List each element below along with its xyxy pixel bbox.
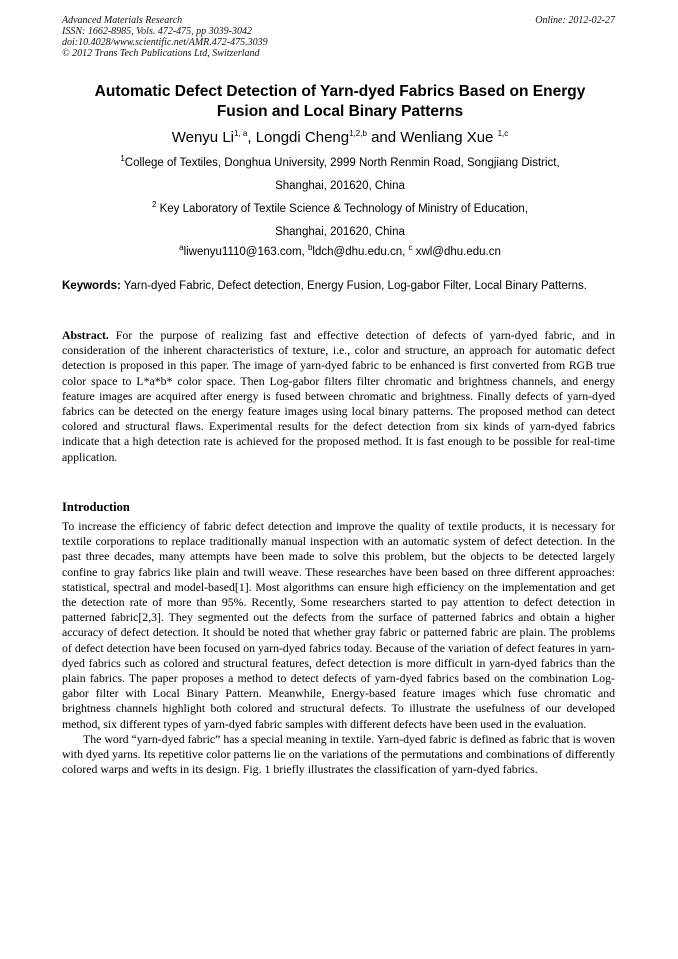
email-address: liwenyu1110@163.com, bbox=[183, 246, 308, 258]
affiliation-superscript: 1 bbox=[120, 154, 125, 164]
affiliation-superscript: 2 bbox=[151, 200, 157, 210]
affiliation-text: College of Textiles, Donghua University, 2999 North Renmin Road, Songjiang District, bbox=[124, 157, 560, 169]
section-heading-introduction: Introduction bbox=[62, 500, 130, 514]
copyright-line: © 2012 Trans Tech Publications Ltd, Switzerland bbox=[62, 48, 260, 59]
affiliation-text: Key Laboratory of Textile Science & Technology of Ministry of Education, bbox=[156, 203, 529, 215]
abstract-text: For the purpose of realizing fast and effective detection of defects of yarn-dyed fabric, and in consideration of the inherent characteristics of texture, i.e., color and structure, an approach for automatic defect detection is proposed in this paper. The image of yarn-dyed fabric to be enhanced is first converted from RGB true color space to L*a*b* color space. Then Log-gabor filters filter chromatic and brightness channels, and energy feature images are acquired after energy is fused between chromatic and brightness. Finally defects of yarn-dyed fabrics can be detected on the energy feature images using local binary patterns. The proposed method can detect colored and structural flaws. Experimental results for the defect detection from six kinds of yarn-dyed fabrics indicate that a high detection rate is achieved for the proposed method. It is fast enough to be possible for real-time application. bbox=[62, 328, 615, 464]
introduction-body bbox=[62, 519, 615, 777]
intro-paragraph-2: The word “yarn-dyed fabric” has a special meaning in textile. Yarn-dyed fabric is defined as fabric that is woven with dyed yarns. Its repetitive color patterns lie on the variations of the permutations and combinations of differently colored warps and wefts in its design. Fig. 1 briefly illustrates the classification of yarn-dyed fabrics. bbox=[62, 731, 615, 777]
abstract-label: Abstract. bbox=[62, 328, 109, 342]
author-name: Wenyu Li bbox=[171, 129, 234, 146]
intro-paragraph-1: To increase the efficiency of fabric defect detection and improve the quality of textile products, it is necessary for textile corporations to replace traditionally manual inspection with an automatic system of defect detection. In the past three decades, many attempts have been made to solve this problem, but the objects to be detected largely confine to gray fabrics like plain and twill weave. These researches have been based on three different approaches: statistical, spectral and model-based[1]. Most algorithms can ensure high efficiency on the implementation and get the detection rate of more than 95%. Recently, Some researchers started to pay attention to defect detection in patterned fabric[2,3]. They segmented out the defects from the surface of patterned fabrics and obtain a higher accuracy of defect detection. It should be noted that whether gray fabric or patterned fabric are plain. The problems of defect detection have been focused on yarn-dyed fabrics today. Because of the variation of defect features in yarn-dyed fabrics such as colored and structural features, defect detection is more difficult in yarn-dyed fabrics than the plain fabrics. The paper proposes a method to detect defects of yarn-dyed fabrics based on the combination Log-gabor filter with Local Binary Pattern. Meanwhile, Energy-based feature images which fuse chromatic and brightness channels highlight both colored and structural defects. To illustrate the usefulness of our developed method, six different types of yarn-dyed fabric samples with different defects have been used in the evaluation. bbox=[62, 519, 615, 731]
affiliation-1 bbox=[60, 156, 620, 170]
journal-header bbox=[62, 15, 482, 59]
author-name: Longdi Cheng bbox=[255, 129, 350, 146]
email-superscript: c bbox=[408, 243, 413, 253]
author-superscript: 1,2,b bbox=[349, 129, 367, 138]
author-list bbox=[60, 129, 620, 147]
doi-line: doi:10.4028/www.scientific.net/AMR.472-475.3039 bbox=[62, 37, 268, 48]
affiliation-2 bbox=[60, 202, 620, 216]
keywords-label: Keywords: bbox=[62, 280, 121, 292]
abstract bbox=[62, 328, 615, 465]
affiliation-1-city: Shanghai, 201620, China bbox=[275, 180, 405, 192]
author-name: Wenliang Xue bbox=[400, 129, 498, 146]
keywords-text: Yarn-dyed Fabric, Defect detection, Energy Fusion, Log-gabor Filter, Local Binary Patterns. bbox=[120, 280, 587, 292]
keywords bbox=[62, 279, 615, 293]
author-separator: and bbox=[366, 129, 401, 146]
email-address: xwl@dhu.edu.cn bbox=[412, 246, 501, 258]
affiliation-2-city: Shanghai, 201620, China bbox=[275, 226, 405, 238]
email-address: ldch@dhu.edu.cn, bbox=[312, 246, 409, 258]
author-superscript: 1,c bbox=[497, 129, 509, 138]
journal-name: Advanced Materials Research bbox=[62, 15, 183, 26]
email-superscript: a bbox=[179, 243, 184, 253]
paper-title: Automatic Defect Detection of Yarn-dyed Fabrics Based on Energy Fusion and Local Binary Patterns bbox=[94, 83, 586, 120]
author-superscript: 1, a bbox=[234, 129, 248, 138]
author-emails bbox=[60, 245, 620, 259]
issn-line: ISSN: 1662-8985, Vols. 472-475, pp 3039-3042 bbox=[62, 26, 252, 37]
author-separator: , bbox=[247, 129, 256, 146]
online-date: Online: 2012-02-27 bbox=[535, 15, 615, 26]
email-superscript: b bbox=[307, 243, 313, 253]
